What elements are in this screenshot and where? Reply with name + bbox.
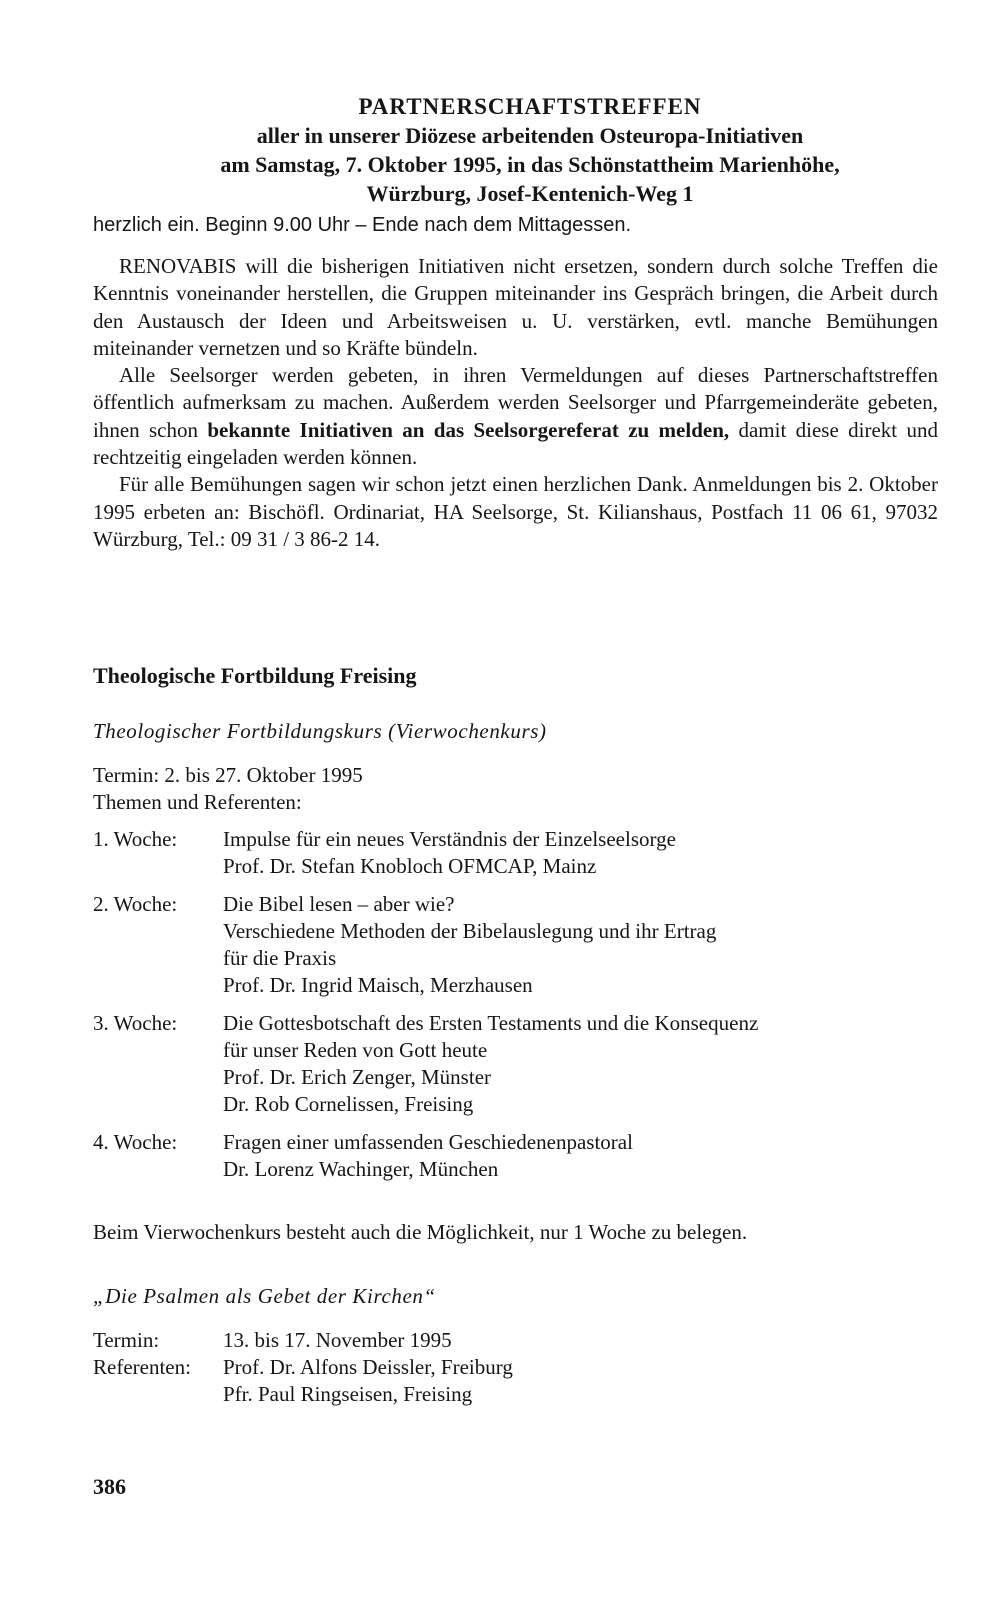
week-label: 3. Woche:	[93, 1011, 178, 1035]
psalmen-referent-2: Pfr. Paul Ringseisen, Freising	[223, 1382, 473, 1406]
week-list	[93, 826, 953, 1194]
paragraph-seelsorger-text-b: damit diese direkt und rechtzeitig eingeladen werden können.	[93, 417, 938, 470]
heading-line-4: Würzburg, Josef-Kentenich-Weg 1	[366, 181, 694, 206]
section-title: Theologische Fortbildung Freising	[93, 663, 417, 688]
paragraph-renovabis: RENOVABIS will die bisherigen Initiativen nicht ersetzen, sondern durch solche Treffen die Kenntnis voneinander herstellen, die Gruppen miteinander ins Gespräch bringen, die Arbeit durch den Austausch der Ideen und Arbeitsweisen u. U. verstärken, evtl. manche Bemühungen miteinander vernetzen und so Kräfte bündeln.	[93, 254, 938, 360]
course-termin: Termin: 2. bis 27. Oktober 1995	[93, 763, 363, 787]
week-line: Prof. Dr. Erich Zenger, Münster	[223, 1065, 492, 1089]
psalmen-referent-1: Prof. Dr. Alfons Deissler, Freiburg	[223, 1355, 513, 1379]
psalmen-details	[93, 1327, 513, 1408]
week-label: 4. Woche:	[93, 1130, 178, 1154]
week-label: 1. Woche:	[93, 827, 178, 851]
week-content	[223, 891, 716, 999]
psalmen-referenten-row	[93, 1354, 513, 1381]
week-line: für unser Reden von Gott heute	[223, 1038, 488, 1062]
week-line: Die Gottesbotschaft des Ersten Testaments und die Konsequenz	[223, 1011, 759, 1035]
paragraph-seelsorger-bold: bekannte Initiativen an das Seelsorgereferat zu melden,	[207, 417, 730, 442]
psalmen-referenten-row-2	[93, 1381, 513, 1408]
week-line: Prof. Dr. Stefan Knobloch OFMCAP, Mainz	[223, 854, 597, 878]
week-item	[93, 1129, 953, 1183]
psalmen-referenten-label: Referenten:	[93, 1355, 191, 1379]
week-line: Verschiedene Methoden der Bibelauslegung und ihr Ertrag	[223, 919, 717, 943]
paragraph-seelsorger	[93, 362, 938, 471]
week-line: Dr. Rob Cornelissen, Freising	[223, 1092, 474, 1116]
heading-line-3: am Samstag, 7. Oktober 1995, in das Schönstattheim Marienhöhe,	[220, 152, 840, 177]
week-item	[93, 891, 953, 999]
event-heading	[120, 92, 940, 208]
psalmen-termin-label: Termin:	[93, 1328, 160, 1352]
paragraph-seelsorger-text-a: Alle Seelsorger werden gebeten, in ihren Vermeldungen auf dieses Partnerschaftstreffen öffentlich aufmerksam zu machen. Außerdem werden Seelsorger und Pfarrgemeinderäte gebeten, ihnen schon	[93, 363, 938, 442]
psalmen-termin-value: 13. bis 17. November 1995	[223, 1328, 452, 1352]
psalmen-title: „Die Psalmen als Gebet der Kirchen“	[93, 1284, 436, 1308]
week-line: Dr. Lorenz Wachinger, München	[223, 1157, 499, 1181]
week-line: Prof. Dr. Ingrid Maisch, Merzhausen	[223, 973, 533, 997]
psalmen-termin-row	[93, 1327, 513, 1354]
week-item	[93, 826, 953, 880]
week-line: für die Praxis	[223, 946, 337, 970]
week-label: 2. Woche:	[93, 892, 178, 916]
week-line: Fragen einer umfassenden Geschiedenenpastoral	[223, 1130, 633, 1154]
week-item	[93, 1010, 953, 1118]
week-content	[223, 1129, 633, 1183]
week-content	[223, 826, 676, 880]
intro-line: herzlich ein. Beginn 9.00 Uhr – Ende nach dem Mittagessen.	[93, 214, 632, 236]
intro-block	[93, 212, 938, 239]
week-line: Impulse für ein neues Verständnis der Einzelseelsorge	[223, 827, 676, 851]
course-note: Beim Vierwochenkurs besteht auch die Möglichkeit, nur 1 Woche zu belegen.	[93, 1220, 748, 1244]
page-number: 386	[93, 1474, 126, 1499]
course-themen-label: Themen und Referenten:	[93, 790, 302, 814]
course-title: Theologischer Fortbildungskurs (Vierwochenkurs)	[93, 719, 547, 743]
paragraph-anmeldung: Für alle Bemühungen sagen wir schon jetzt einen herzlichen Dank. Anmeldungen bis 2. Oktober 1995 erbeten an: Bischöfl. Ordinariat, HA Seelsorge, St. Kilianshaus, Postfach 11 06 61, 97032 Würzburg, Tel.: 09 31 / 3 86-2 14.	[93, 472, 938, 551]
week-line: Die Bibel lesen – aber wie?	[223, 892, 455, 916]
heading-line-1: PARTNERSCHAFTSTREFFEN	[358, 94, 702, 119]
heading-line-2: aller in unserer Diözese arbeitenden Osteuropa-Initiativen	[256, 123, 804, 148]
body-paragraphs	[93, 253, 938, 553]
week-content	[223, 1010, 758, 1118]
